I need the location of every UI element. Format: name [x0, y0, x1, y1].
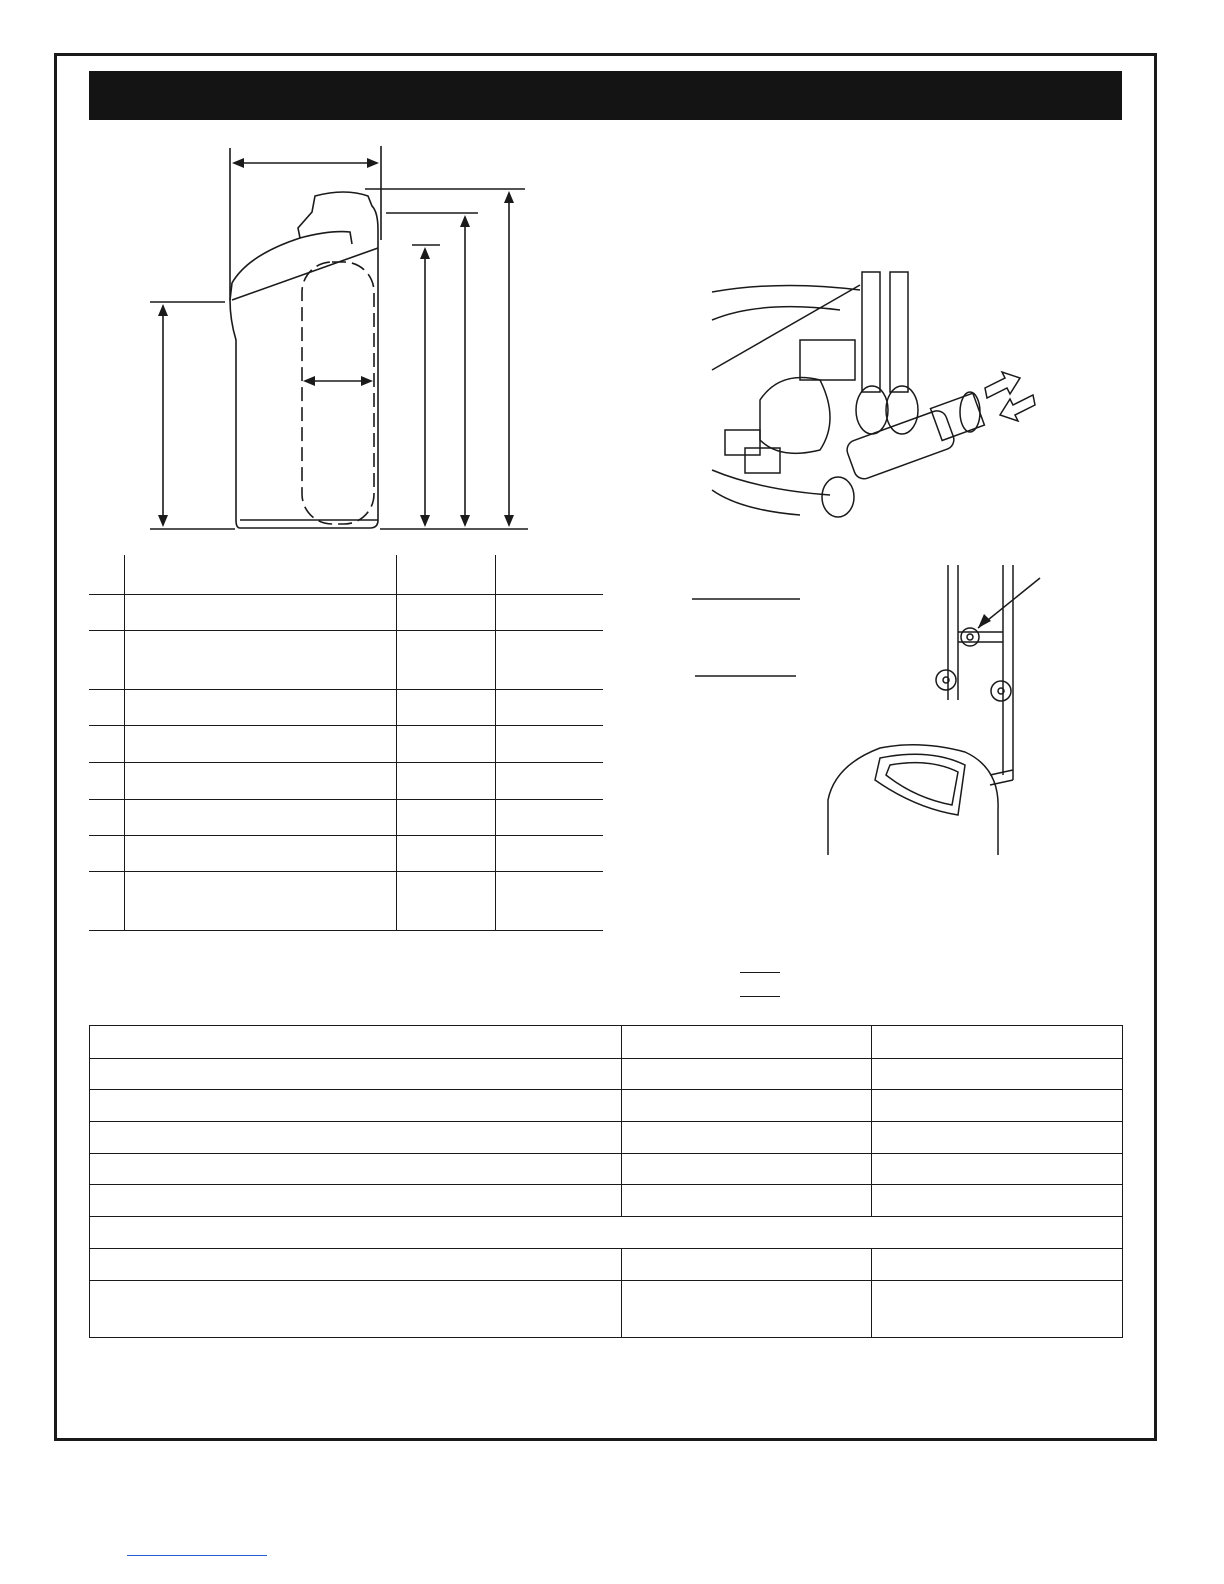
table-row-divider [90, 1216, 1122, 1217]
table-column-divider [495, 555, 496, 931]
table-row-divider [89, 594, 603, 595]
underline-mark [740, 972, 780, 973]
table-row-divider [90, 1248, 1122, 1249]
table-column-divider [871, 1248, 872, 1338]
table-row-divider [89, 930, 603, 931]
table-row-divider [90, 1089, 1122, 1090]
table-row-divider [90, 1280, 1122, 1281]
table-row-divider [89, 762, 603, 763]
table-row-divider [90, 1058, 1122, 1059]
table-column-divider [621, 1248, 622, 1338]
table-row-divider [89, 799, 603, 800]
specifications-table [89, 555, 603, 931]
operating-data-table [89, 1025, 1123, 1338]
table-row-divider [89, 725, 603, 726]
table-row-divider [89, 871, 603, 872]
table-row-divider [90, 1184, 1122, 1185]
table-row-divider [89, 689, 603, 690]
table-column-divider [396, 555, 397, 931]
table-row-divider [90, 1153, 1122, 1154]
valve-bypass-detail [708, 268, 1053, 518]
table-row-divider [89, 630, 603, 631]
underline-mark [740, 996, 780, 997]
plumbing-installation-diagram [690, 565, 1050, 860]
table-column-divider [124, 555, 125, 931]
softener-dimension-drawing [140, 140, 540, 550]
table-row-divider [89, 835, 603, 836]
table-row-divider [90, 1121, 1122, 1122]
section-title-bar [89, 71, 1122, 120]
footer-link-underline[interactable] [127, 1555, 267, 1556]
